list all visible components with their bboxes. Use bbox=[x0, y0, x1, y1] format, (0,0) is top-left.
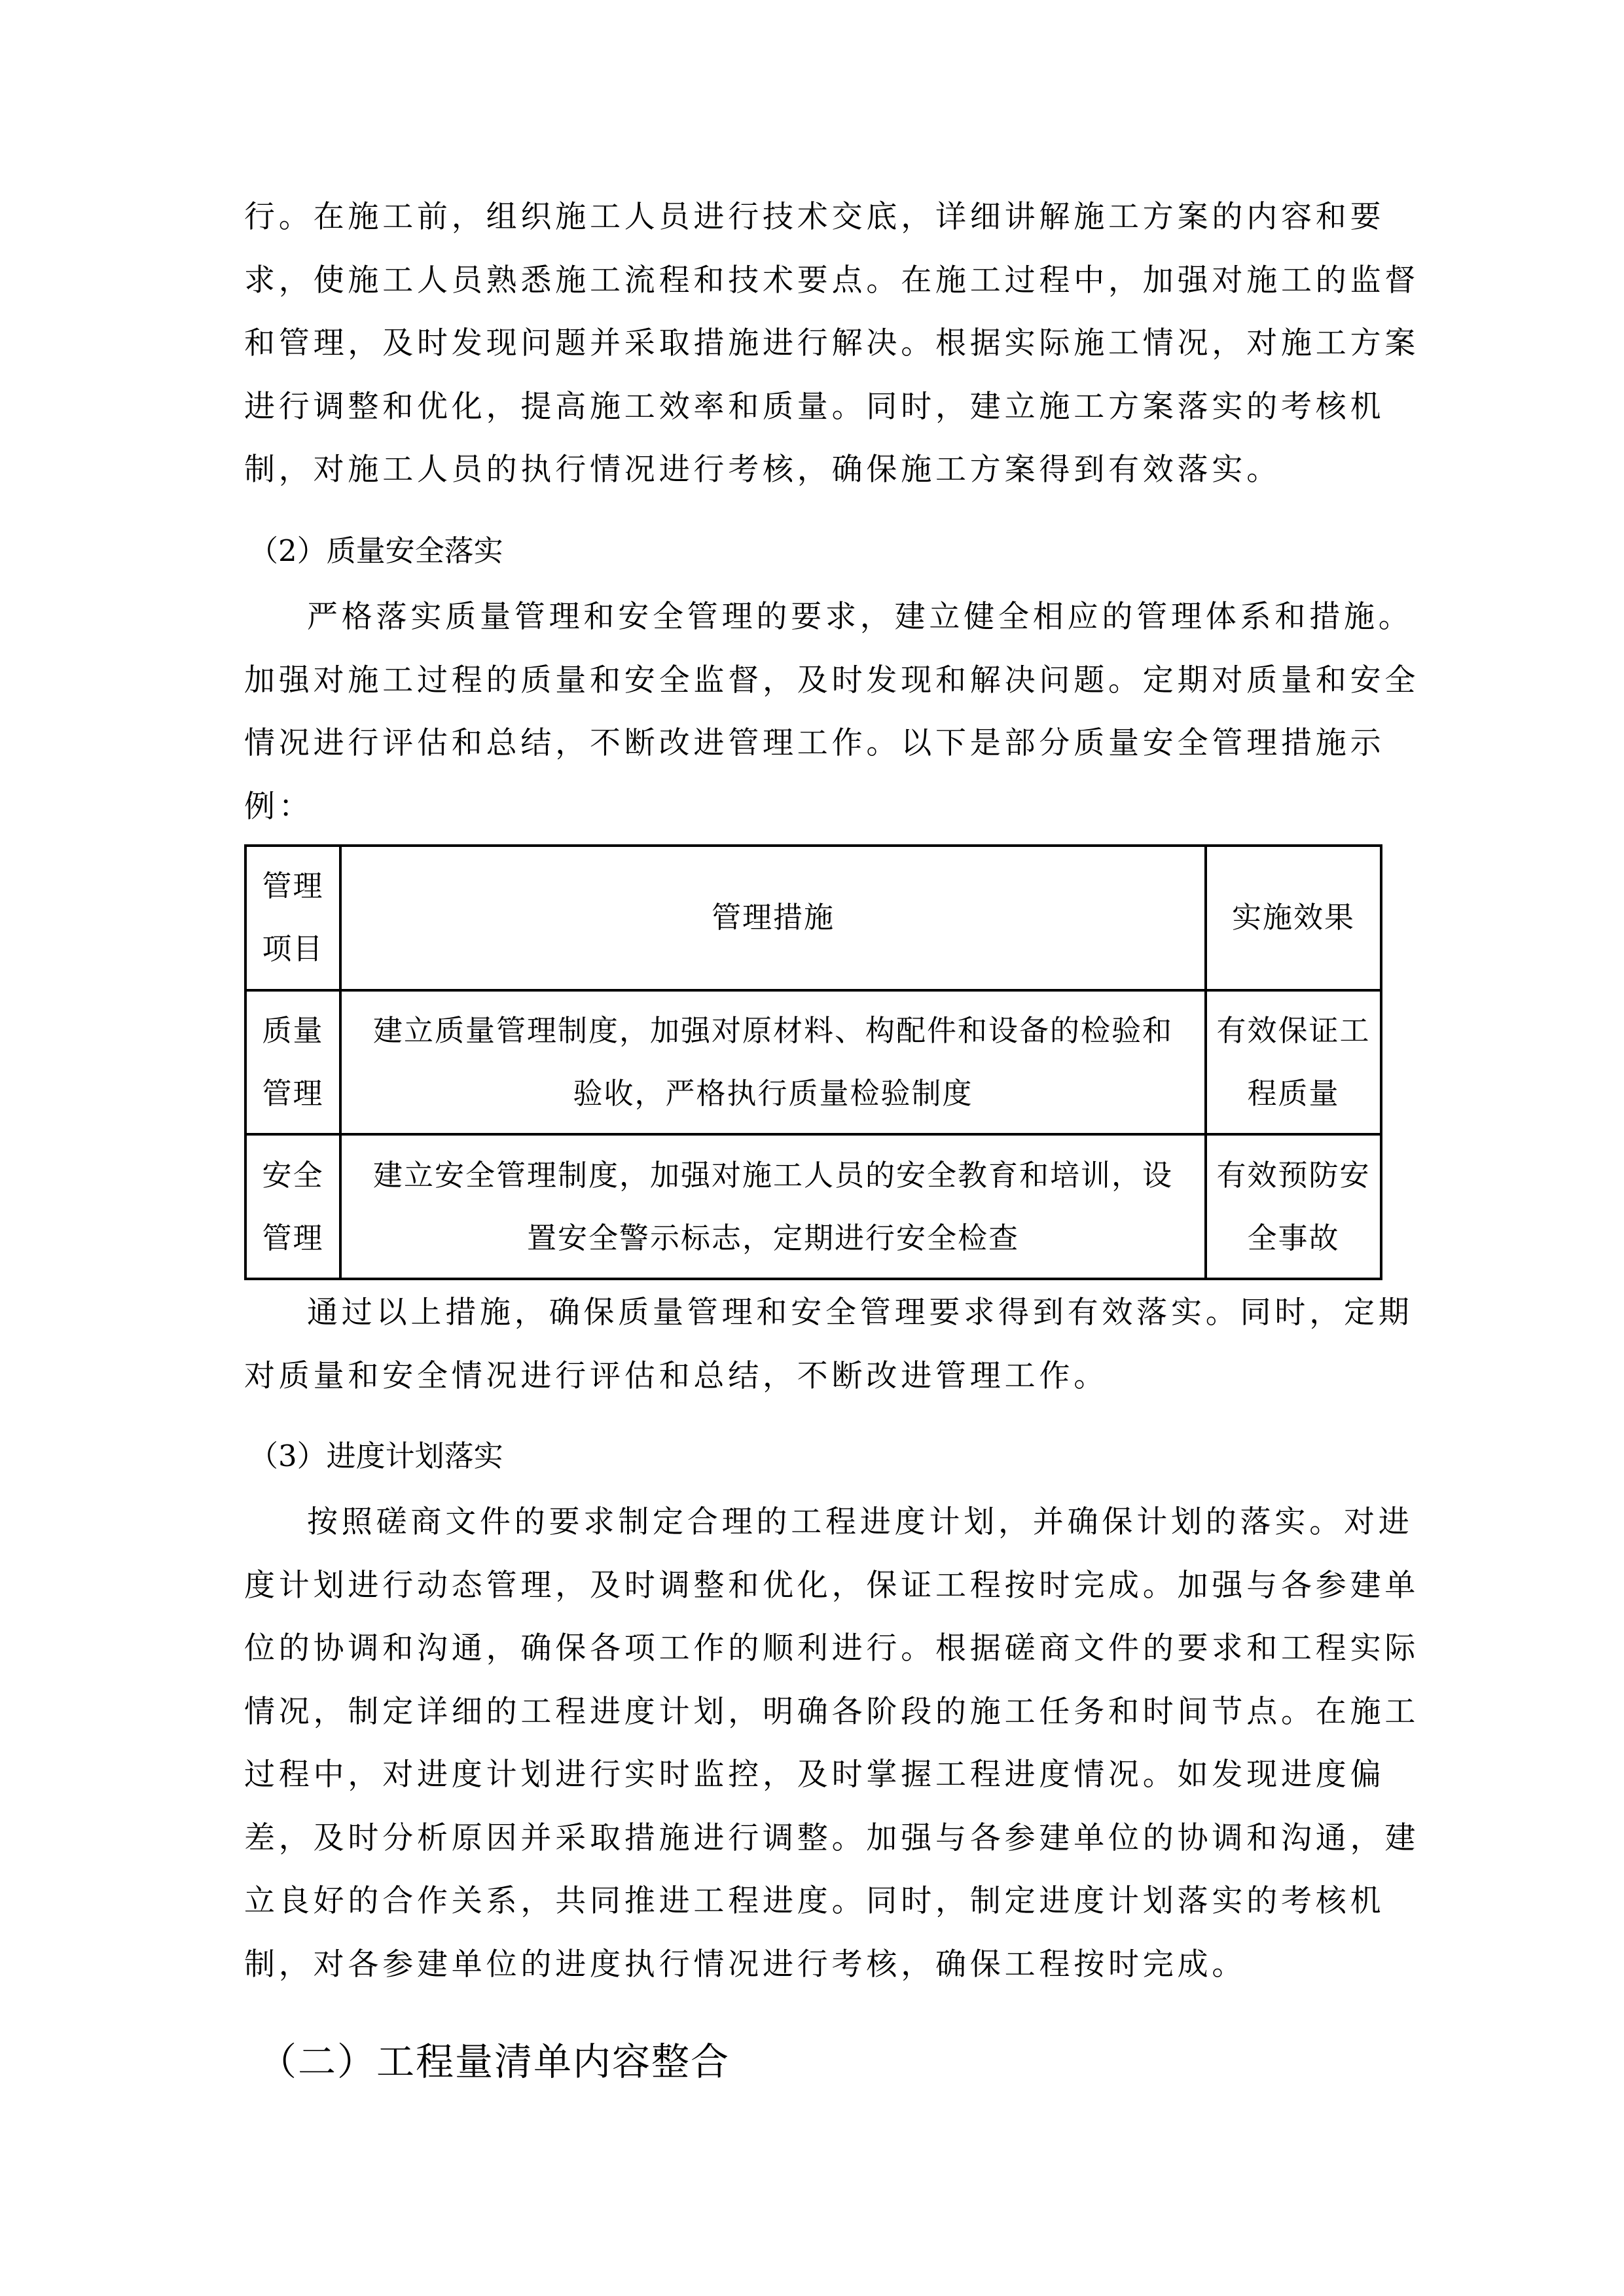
schedule-paragraph bbox=[244, 1491, 1420, 1996]
header-cell-measure: 管理措施 bbox=[340, 846, 1206, 990]
cell-text: 全事故 bbox=[1247, 1220, 1340, 1255]
paragraph-line: 求，使施工人员熟悉施工流程和技术要点。在施工过程中，加强对施工的监督 bbox=[244, 262, 1420, 298]
paragraph-line: 立良好的合作关系，共同推进工程进度。同时，制定进度计划落实的考核机 bbox=[244, 1883, 1385, 1919]
section-heading-quality-safety: （2）质量安全落实 bbox=[249, 533, 503, 568]
cell-measure bbox=[340, 990, 1206, 1135]
paragraph-line: 和管理，及时发现问题并采取措施进行解决。根据实际施工情况，对施工方案 bbox=[244, 325, 1420, 361]
paragraph-line: 位的协调和沟通，确保各项工作的顺利进行。根据磋商文件的要求和工程实际 bbox=[244, 1630, 1420, 1666]
paragraph-line: 严格落实质量管理和安全管理的要求，建立健全相应的管理体系和措施。 bbox=[307, 599, 1413, 635]
paragraph-line: 例： bbox=[244, 788, 314, 825]
paragraph-line: 按照磋商文件的要求制定合理的工程进度计划，并确保计划的落实。对进 bbox=[307, 1504, 1413, 1540]
cell-item bbox=[245, 990, 340, 1135]
section-heading-bill-of-quantities: （二）工程量清单内容整合 bbox=[259, 2039, 731, 2084]
after-table-paragraph bbox=[244, 1282, 1413, 1408]
intro-paragraph bbox=[244, 186, 1420, 502]
cell-text: 有效保证工 bbox=[1216, 1013, 1371, 1048]
quality-safety-paragraph bbox=[244, 586, 1420, 838]
paragraph-line: 制，对各参建单位的进度执行情况进行考核，确保工程按时完成。 bbox=[244, 1946, 1247, 1982]
paragraph-line: 度计划进行动态管理，及时调整和优化，保证工程按时完成。加强与各参建单 bbox=[244, 1567, 1420, 1604]
header-cell-effect: 实施效果 bbox=[1206, 846, 1381, 990]
header-text: 项目 bbox=[262, 931, 324, 967]
cell-text: 建立安全管理制度，加强对施工人员的安全教育和培训，设 bbox=[372, 1157, 1173, 1193]
cell-item bbox=[245, 1134, 340, 1279]
cell-text: 管理 bbox=[262, 1075, 324, 1111]
cell-text: 安全 bbox=[262, 1157, 324, 1193]
paragraph-line: 情况进行评估和总结，不断改进管理工作。以下是部分质量安全管理措施示 bbox=[244, 725, 1385, 761]
header-cell-item bbox=[245, 846, 340, 990]
paragraph-line: 差，及时分析原因并采取措施进行调整。加强与各参建单位的协调和沟通，建 bbox=[244, 1820, 1420, 1856]
cell-text: 置安全警示标志，定期进行安全检查 bbox=[526, 1220, 1019, 1255]
table-row bbox=[245, 990, 1381, 1135]
cell-text: 建立质量管理制度，加强对原材料、构配件和设备的检验和 bbox=[372, 1013, 1173, 1048]
paragraph-line: 对质量和安全情况进行评估和总结，不断改进管理工作。 bbox=[244, 1357, 1108, 1394]
quality-safety-measures-table bbox=[244, 844, 1382, 1280]
paragraph-line: 情况，制定详细的工程进度计划，明确各阶段的施工任务和时间节点。在施工 bbox=[244, 1693, 1420, 1730]
paragraph-line: 进行调整和优化，提高施工效率和质量。同时，建立施工方案落实的考核机 bbox=[244, 388, 1385, 425]
cell-text: 程质量 bbox=[1247, 1075, 1340, 1111]
table-header-row bbox=[245, 846, 1381, 990]
paragraph-line: 加强对施工过程的质量和安全监督，及时发现和解决问题。定期对质量和安全 bbox=[244, 662, 1420, 698]
section-heading-schedule: （3）进度计划落实 bbox=[249, 1439, 503, 1473]
header-text: 管理 bbox=[262, 869, 324, 904]
cell-text: 管理 bbox=[262, 1220, 324, 1255]
paragraph-line: 行。在施工前，组织施工人员进行技术交底，详细讲解施工方案的内容和要 bbox=[244, 199, 1385, 235]
table-row bbox=[245, 1134, 1381, 1279]
cell-measure bbox=[340, 1134, 1206, 1279]
cell-text: 验收，严格执行质量检验制度 bbox=[573, 1075, 973, 1111]
cell-effect bbox=[1206, 1134, 1381, 1279]
cell-effect bbox=[1206, 990, 1381, 1135]
paragraph-line: 制，对施工人员的执行情况进行考核，确保施工方案得到有效落实。 bbox=[244, 452, 1281, 488]
cell-text: 有效预防安 bbox=[1216, 1157, 1371, 1193]
cell-text: 质量 bbox=[262, 1013, 324, 1048]
paragraph-line: 通过以上措施，确保质量管理和安全管理要求得到有效落实。同时，定期 bbox=[307, 1295, 1413, 1331]
paragraph-line: 过程中，对进度计划进行实时监控，及时掌握工程进度情况。如发现进度偏 bbox=[244, 1757, 1385, 1793]
